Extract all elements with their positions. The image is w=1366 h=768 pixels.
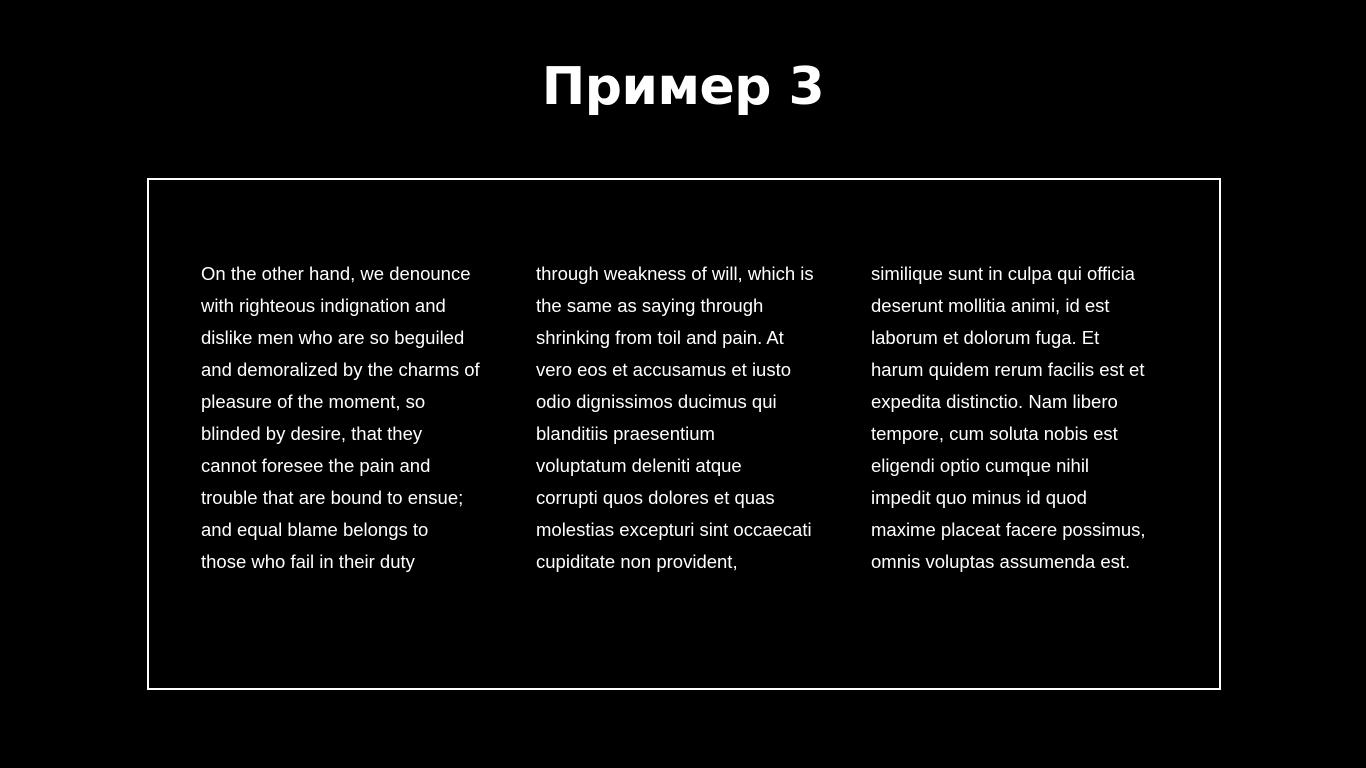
text-line: cannot foresee the pain and — [201, 455, 431, 476]
text-line: omnis voluptas assumenda est. — [871, 551, 1131, 572]
text-column-1 — [201, 258, 516, 578]
text-line: dislike men who are so beguiled — [201, 327, 465, 348]
slide-title: Пример 3 — [541, 57, 825, 117]
text-line: through weakness of will, which is — [536, 263, 814, 284]
text-line: blinded by desire, that they — [201, 423, 423, 444]
text-line: expedita distinctio. Nam libero — [871, 391, 1118, 412]
text-line: eligendi optio cumque nihil — [871, 455, 1090, 476]
text-column-3 — [871, 258, 1186, 578]
text-line: and demoralized by the charms of — [201, 359, 480, 380]
text-line: voluptatum deleniti atque — [536, 455, 742, 476]
text-line: molestias excepturi sint occaecati — [536, 519, 812, 540]
text-line: maxime placeat facere possimus, — [871, 519, 1146, 540]
text-line: and equal blame belongs to — [201, 519, 429, 540]
text-line: harum quidem rerum facilis est et — [871, 359, 1145, 380]
text-line: cupiditate non provident, — [536, 551, 738, 572]
text-line: vero eos et accusamus et iusto — [536, 359, 792, 380]
text-line: blanditiis praesentium — [536, 423, 715, 444]
text-line: laborum et dolorum fuga. Et — [871, 327, 1100, 348]
text-line: similique sunt in culpa qui officia — [871, 263, 1135, 284]
text-line: On the other hand, we denounce — [201, 263, 471, 284]
text-line: those who fail in their duty — [201, 551, 415, 572]
text-line: corrupti quos dolores et quas — [536, 487, 775, 508]
text-line: with righteous indignation and — [201, 295, 446, 316]
text-line: shrinking from toil and pain. At — [536, 327, 784, 348]
text-line: the same as saying through — [536, 295, 764, 316]
text-line: pleasure of the moment, so — [201, 391, 426, 412]
text-line: deserunt mollitia animi, id est — [871, 295, 1110, 316]
text-line: impedit quo minus id quod — [871, 487, 1087, 508]
text-line: odio dignissimos ducimus qui — [536, 391, 777, 412]
text-line: tempore, cum soluta nobis est — [871, 423, 1118, 444]
text-line: trouble that are bound to ensue; — [201, 487, 464, 508]
text-column-2 — [536, 258, 851, 578]
